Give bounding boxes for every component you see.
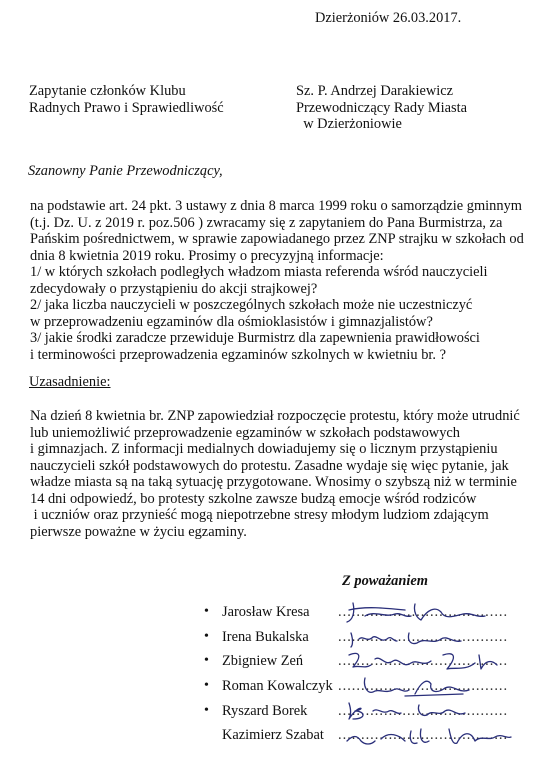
signer-name: Jarosław Kresa bbox=[222, 604, 310, 620]
justification-line: 14 dni odpowiedź, bo protesty szkolne zawsze budzą emocje wśród rodziców bbox=[30, 490, 477, 507]
justification-line: władze miasta są na taką sytuację przygotowane. Wnosimy o szybszą niż w terminie bbox=[30, 474, 517, 490]
signer-name: Irena Bukalska bbox=[222, 629, 309, 645]
signer-name: Kazimierz Szabat bbox=[222, 727, 324, 743]
signer-row bbox=[0, 727, 560, 749]
signer-name: Zbigniew Zeń bbox=[222, 653, 304, 669]
recipient-line: w Dzierżoniowie bbox=[296, 116, 402, 132]
body-line: w przeprowadzeniu egzaminów dla ośmioklasistów i gimnazjalistów? bbox=[30, 313, 433, 330]
recipient-line: Sz. P. Andrzej Darakiewicz bbox=[296, 83, 454, 99]
body-line: 2/ jaka liczba nauczycieli w poszczególnych szkołach może nie uczestniczyć bbox=[30, 297, 473, 313]
body-line: dnia 8 kwietnia 2019 roku. Prosimy o precyzyjną informacje: bbox=[30, 247, 384, 264]
bullet-icon: • bbox=[204, 678, 209, 693]
handwritten-signature bbox=[345, 721, 515, 753]
document-date: Dzierżoniów 26.03.2017. bbox=[315, 10, 462, 26]
sender-line: Zapytanie członków Klubu bbox=[29, 83, 186, 99]
signature-dotted-line: ..................................... bbox=[338, 653, 509, 669]
justification-heading: Uzasadnienie: bbox=[29, 374, 111, 390]
bullet-icon: • bbox=[204, 653, 209, 668]
recipient-block bbox=[296, 83, 467, 133]
body-line: 3/ jakie środki zaradcze przewiduje Burmistrz dla zapewnienia prawidłowości bbox=[30, 330, 480, 346]
signer-name: Roman Kowalczyk bbox=[222, 678, 333, 694]
signature-dotted-line: ..................................... bbox=[338, 604, 509, 620]
signer-name: Ryszard Borek bbox=[222, 703, 308, 719]
justification-line: Na dzień 8 kwietnia br. ZNP zapowiedział rozpoczęcie protestu, który może utrudnić bbox=[30, 408, 520, 424]
justification-line: nauczycieli szkół podstawowych do protestu. Zasadne wydaje się więc pytanie, jak bbox=[30, 457, 509, 474]
sender-block bbox=[29, 83, 224, 116]
signature-dotted-line: ..................................... bbox=[338, 678, 509, 694]
justification-line: pierwsze poważne w życiu egzaminy. bbox=[30, 523, 247, 540]
signature-list bbox=[0, 598, 560, 768]
body-line: i terminowości przeprowadzenia egzaminów szkolnych w kwietniu br. ? bbox=[30, 346, 446, 363]
recipient-line: Przewodniczący Rady Miasta bbox=[296, 99, 468, 116]
body-line: 1/ w których szkołach podległych władzom miasta referenda wśród nauczycieli bbox=[30, 264, 488, 280]
bullet-icon: • bbox=[204, 703, 209, 718]
justification-line: i uczniów oraz przynieść mogą niepotrzebne stresy młodym ludziom zdającym bbox=[30, 507, 489, 523]
justification-body bbox=[30, 408, 520, 540]
signature-dotted-line: ..................................... bbox=[338, 629, 509, 645]
signature-dotted-line: ..................................... bbox=[338, 703, 509, 719]
closing-phrase: Z poważaniem bbox=[342, 573, 428, 589]
letter-body bbox=[30, 198, 524, 363]
body-line: Pańskim pośrednictwem, w sprawie zapowiadanego przez ZNP strajku w szkołach od bbox=[30, 231, 524, 247]
bullet-icon: • bbox=[204, 604, 209, 619]
signature-dotted-line: ..................................... bbox=[338, 727, 509, 743]
body-line: zdecydowały o przystąpieniu do akcji strajkowej? bbox=[30, 280, 318, 297]
justification-line: i gimnazjach. Z informacji medialnych dowiadujemy się o licznym przystąpieniu bbox=[30, 441, 498, 457]
justification-line: lub uniemożliwić przeprowadzenie egzaminów w szkołach podstawowych bbox=[30, 424, 460, 441]
body-line: na podstawie art. 24 pkt. 3 ustawy z dnia 8 marca 1999 roku o samorządzie gminnym bbox=[30, 198, 522, 214]
salutation: Szanowny Panie Przewodniczący, bbox=[28, 163, 223, 179]
bullet-icon: • bbox=[204, 629, 209, 644]
body-line: (t.j. Dz. U. z 2019 r. poz.506 ) zwracamy się z zapytaniem do Pana Burmistrza, za bbox=[30, 214, 503, 231]
sender-line: Radnych Prawo i Sprawiedliwość bbox=[29, 99, 224, 116]
